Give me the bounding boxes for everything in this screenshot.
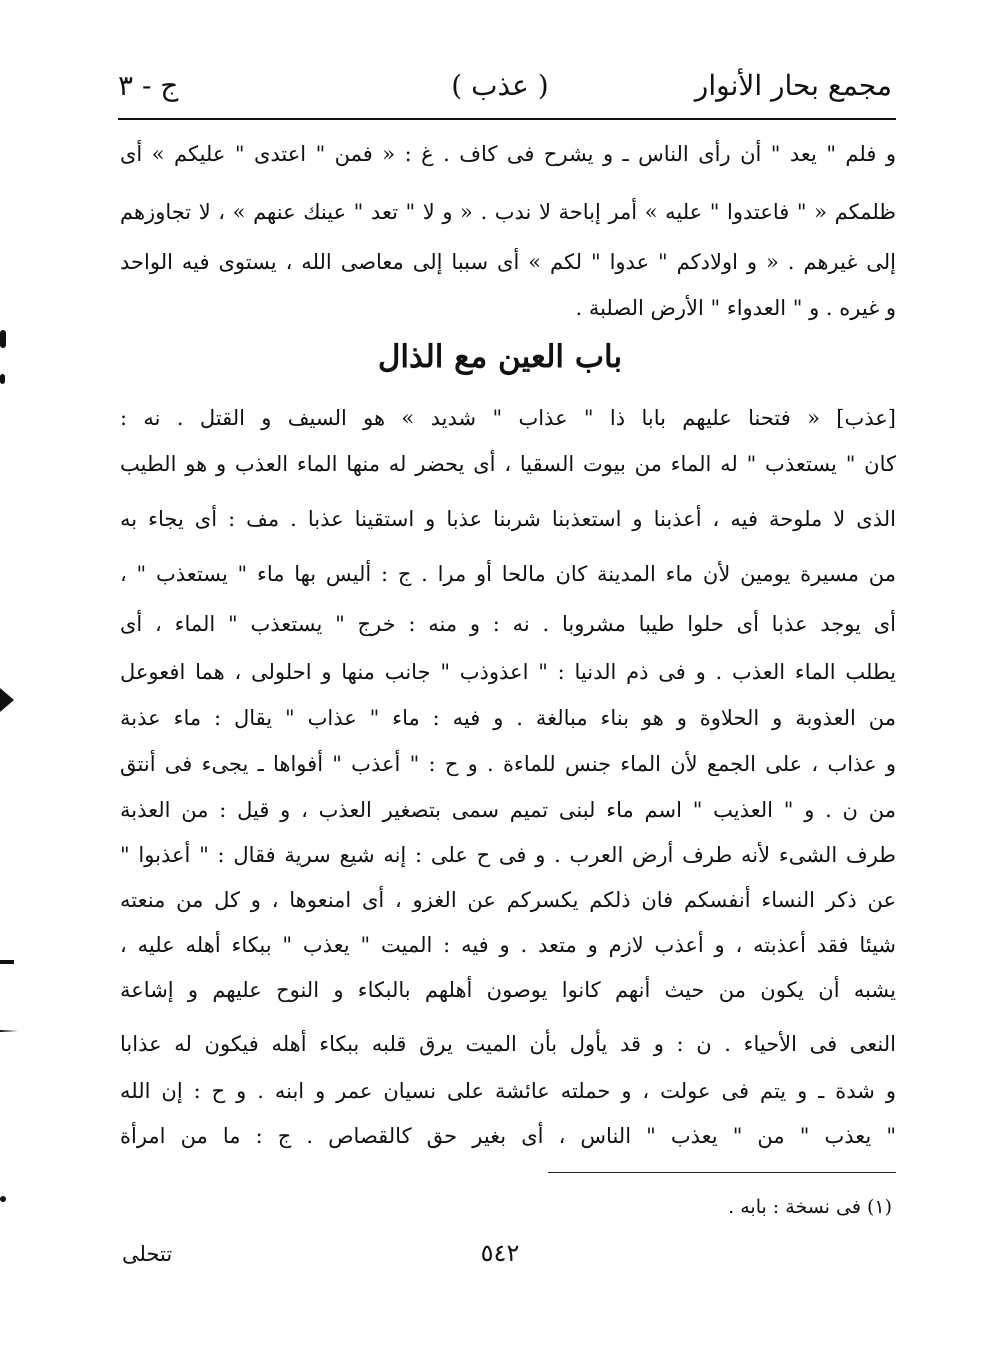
entry-line: يشبه أن يكون من حيث أنهم كانوا يوصون أهلهم بالبكاء و النوح عليهم و إشاعة — [120, 978, 896, 1002]
scan-mark — [0, 688, 14, 712]
text-line: ظلمكم « " فاعتدوا " عليه » أمر إباحة لا ندب . « و لا " تعد " عينك عنهم » ، لا تجاوزهم — [120, 200, 896, 224]
entry-line: [عذب] « فتحنا عليهم بابا ذا " عذاب " شديد » هو السيف و القتل . نه : — [120, 406, 896, 430]
entry-line: الذى لا ملوحة فيه ، أعذبنا و استعذبنا شربنا عذبا و استقينا عذبا . مف : أى يجاء به — [120, 507, 896, 531]
text-line: و فلم " يعد " أن رأى الناس ـ و يشرح فى كاف . غ : « فمن " اعتدى " عليكم » أى — [120, 142, 896, 166]
scan-mark — [0, 1026, 18, 1036]
entry-line: النعى فى الأحياء . ن : و قد يأول بأن الميت يرق قلبه ببكاء أهله فيكون له عذابا — [120, 1032, 896, 1056]
page-number: ٥٤٢ — [480, 1239, 520, 1267]
entry-line: عن ذكر النساء أنفسكم فان ذلكم يكسركم عن الغزو ، أى امنعوها ، و كل من منعته — [120, 888, 896, 912]
catchword: تتحلى — [122, 1242, 173, 1266]
entry-line: أى يوجد عذبا أى حلوا طيبا مشروبا . نه : و منه : خرج " يستعذب " الماء ، أى — [120, 612, 896, 636]
running-entry-word: ( عذب ) — [451, 69, 549, 102]
footnote: (١) فى نسخة : بابه . — [728, 1196, 892, 1218]
entry-line: شيئا فقد أعذبته ، و أعذب لازم و متعد . و فيه : الميت " يعذب " ببكاء أهله عليه ، — [120, 933, 896, 957]
entry-line: " يعذب " من " يعذب " الناس ، أى بغير حق كالقصاص . ج : ما من امرأة — [120, 1124, 896, 1148]
scan-mark — [0, 330, 6, 348]
entry-line: من العذوبة و الحلاوة و هو بناء مبالغة . و فيه : ماء " عذاب " يقال : ماء عذبة — [120, 706, 896, 730]
section-heading: باب العين مع الذال — [377, 339, 623, 375]
footnote-rule — [548, 1172, 896, 1173]
text-line: و غيره . و " العدواء " الأرض الصلبة . — [575, 296, 896, 320]
entry-body — [120, 0, 896, 1348]
entry-line: و عذاب ، على الجمع لأن الماء جنس للماءة . و ح : " أعذب " أفواها ـ يجىء فى أنتق — [120, 752, 896, 776]
scan-mark — [0, 1196, 6, 1202]
volume-number: ج - ٣ — [118, 69, 179, 102]
entry-line: يطلب الماء العذب . و فى ذم الدنيا : " اعذوذب " جانب منها و احلولى ، هما افعوعل — [120, 660, 896, 684]
entry-line: كان " يستعذب " له الماء من بيوت السقيا ، أى يحضر له منها الماء العذب و هو الطيب — [120, 452, 896, 476]
entry-line: من ن . و " العذيب " اسم ماء لبنى تميم سمى بتصغير العذب ، و قيل : من العذبة — [120, 798, 896, 822]
text-line: إلى غيرهم . « و اولادكم " عدوا " لكم » أى سببا إلى معاصى الله ، يستوى فيه الواحد — [120, 250, 896, 274]
entry-line: من مسيرة يومين لأن ماء المدينة كان مالحا أو مرا . ج : أليس بها ماء " يستعذب " ، — [120, 562, 896, 586]
running-title: مجمع بحار الأنوار — [694, 69, 892, 102]
entry-line: و شدة ـ و يتم فى عولت ، و حملته عائشة على نسيان عمر و ابنه . و ح : إن الله — [120, 1079, 896, 1103]
scan-mark — [0, 960, 14, 964]
entry-line: طرف الشىء لأنه طرف أرض العرب . و فى ح على : إنه شيع سرية فقال : " أعذبوا " — [120, 843, 896, 867]
scan-mark — [0, 374, 5, 384]
